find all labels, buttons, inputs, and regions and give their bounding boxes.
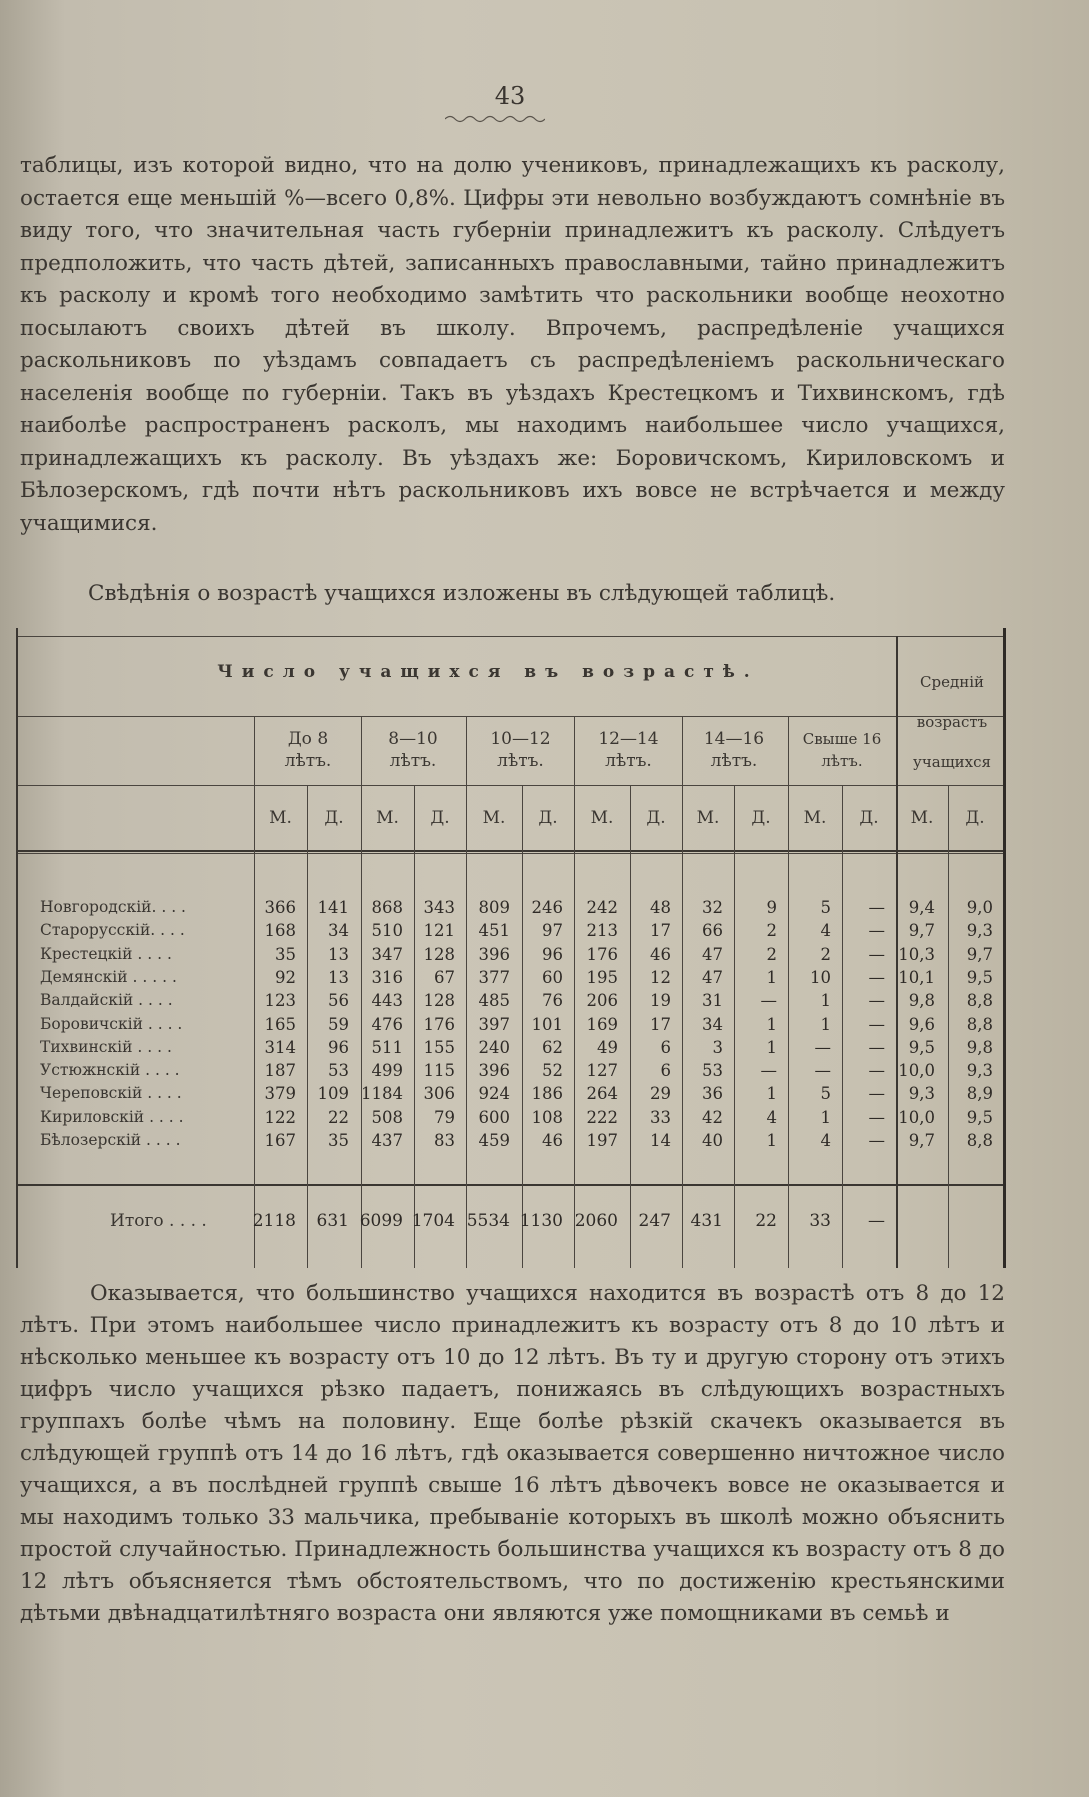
table-cell: 9,5: [966, 967, 993, 987]
table-cell: 8,9: [966, 1084, 993, 1104]
table-cell: 1: [766, 1037, 777, 1057]
table-cell: 36: [702, 1084, 723, 1104]
table-cell: 924: [478, 1084, 510, 1104]
table-cell: 49: [597, 1037, 618, 1057]
table-cell: 1: [820, 991, 831, 1011]
table-cell: 9,4: [908, 898, 935, 917]
page-number: 43: [494, 82, 526, 110]
age-group-header: 14—16 лѣтъ.: [703, 729, 765, 771]
sub-header-m: М.: [269, 808, 292, 828]
table-cell: 8,8: [966, 1131, 993, 1150]
table-total-cell: 6099: [359, 1211, 403, 1231]
table-row-name: Боровичскій . . . .: [40, 1014, 183, 1033]
table-cell: 10,3: [898, 944, 935, 964]
table-total-cell: 431: [690, 1211, 723, 1231]
table-cell: 264: [586, 1084, 618, 1104]
table-cell: 22: [328, 1107, 349, 1127]
table-cell: 40: [702, 1131, 723, 1150]
table-cell: 96: [328, 1037, 349, 1057]
table-cell: 59: [328, 1014, 349, 1034]
table-cell: 34: [328, 921, 349, 941]
sub-header-m: М.: [590, 808, 614, 828]
table-cell: 13: [328, 944, 349, 964]
table-cell: 206: [586, 991, 618, 1011]
table-cell: —: [868, 1107, 885, 1127]
table-cell: 2: [766, 944, 777, 964]
table-cell: 8,8: [966, 991, 993, 1011]
age-table: [16, 628, 1006, 1268]
table-row-name: Тихвинскій . . . .: [40, 1037, 172, 1056]
table-cell: 314: [264, 1037, 296, 1057]
table-cell: 128: [423, 991, 455, 1011]
table-cell: 186: [531, 1084, 563, 1104]
table-cell: 122: [264, 1107, 296, 1127]
table-cell: 53: [702, 1061, 723, 1081]
sub-header-m: М.: [803, 808, 827, 828]
table-cell: 46: [542, 1131, 563, 1150]
table-cell: 9,8: [908, 991, 935, 1011]
table-cell: 3: [712, 1037, 723, 1057]
table-cell: 123: [264, 991, 296, 1011]
table-cell: —: [868, 1061, 885, 1081]
table-cell: 35: [275, 944, 296, 964]
table-cell: 9,7: [908, 1131, 935, 1150]
table-cell: 46: [650, 944, 671, 964]
table-total-cell: 1704: [411, 1211, 455, 1231]
paragraph-3-text: Оказывается, что большинство учащихся находится въ возрастѣ отъ 8 до 12 лѣтъ. При этомъ наибольшее число принадлежитъ къ возрасту отъ 8 до 10 лѣтъ и нѣсколько меньшее къ возрасту отъ 10 до 12 лѣтъ. Въ ту и другую сторону отъ этихъ цифръ число учащихся рѣзко падаетъ, понижаясь въ слѣдующихъ возрастныхъ группахъ болѣе чѣмъ на половину. Еще болѣе рѣзкій скачекъ оказывается въ слѣдующей группѣ отъ 14 до 16 лѣтъ, гдѣ оказывается совершенно ничтожное число учащихся, а въ послѣдней группѣ свыше 16 лѣтъ дѣвочекъ вовсе не оказывается и мы находимъ только 33 мальчика, пребываніе которыхъ въ школѣ можно объяснить простой случайностью. Принадлежность большинства учащихся къ возрасту отъ 8 до 12 лѣтъ объясняется тѣмъ обстоятельствомъ, что по достиженію крестьянскими дѣтьми двѣнадцатилѣтняго возраста они являются уже помощниками въ семьѣ и: [20, 1281, 1005, 1626]
sub-header-d: Д.: [859, 808, 879, 828]
table-cell: 53: [328, 1061, 349, 1081]
table-cell: 6: [660, 1037, 671, 1057]
table-cell: —: [760, 991, 777, 1011]
age-group-header: 12—14 лѣтъ.: [598, 729, 659, 771]
table-cell: 222: [586, 1107, 618, 1127]
table-cell: 9,7: [966, 944, 993, 964]
table-total-cell: 247: [638, 1211, 671, 1231]
table-cell: 9,5: [908, 1037, 935, 1057]
table-row-name: Крестецкій . . . .: [40, 944, 172, 963]
table-total-cell: 5534: [466, 1211, 510, 1231]
paragraph-1: таблицы, изъ которой видно, что на долю учениковъ, принадлежащихъ къ расколу, остается еще меньшій %—всего 0,8%. Цифры эти невольно возбуждаютъ сомнѣніе въ виду того, что значительная часть губерніи принадлежитъ къ расколу. Слѣдуетъ предположить, что часть дѣтей, записанныхъ православными, тайно принадлежитъ къ расколу и кромѣ того необходимо замѣтить что раскольники вообще неохотно посылаютъ своихъ дѣтей въ школу. Впрочемъ, распредѣленіе учащихся раскольниковъ по уѣздамъ совпадаетъ съ распредѣленіемъ раскольническаго населенія вообще по губерніи. Такъ въ уѣздахъ Крестецкомъ и Тихвинскомъ, гдѣ наиболѣе распространенъ расколъ, мы находимъ наибольшее число учащихся, принадлежащихъ къ расколу. Въ уѣздахъ же: Боровичскомъ, Кириловскомъ и Бѣлозерскомъ, гдѣ почти нѣтъ раскольниковъ ихъ вовсе не встрѣчается и между учащимися.: [20, 153, 1005, 536]
table-cell: 9,3: [966, 1061, 993, 1081]
age-group-header: До 8 лѣтъ.: [284, 729, 332, 771]
table-cell: 511: [371, 1037, 403, 1057]
table-cell: 47: [702, 944, 723, 964]
sub-header-d: Д.: [324, 808, 344, 828]
table-cell: 240: [478, 1037, 510, 1057]
table-cell: 176: [586, 944, 618, 964]
table-cell: 809: [478, 898, 510, 917]
table-cell: 4: [820, 921, 831, 941]
table-row-name: Кириловскій . . . .: [40, 1107, 184, 1126]
age-group-header: Свыше 16 лѣтъ.: [802, 730, 882, 770]
table-cell: 2: [766, 921, 777, 941]
table-cell: 29: [650, 1084, 671, 1104]
table-cell: 9,5: [966, 1107, 993, 1127]
table-cell: 128: [423, 944, 455, 964]
table-row-name: Демянскій . . . . .: [40, 967, 177, 986]
table-cell: 96: [542, 944, 563, 964]
table-cell: 1: [766, 1014, 777, 1034]
sub-header-d: Д.: [430, 808, 450, 828]
table-cell: 121: [423, 921, 455, 941]
paragraph-3: [20, 1278, 1005, 1630]
table-cell: 9,3: [966, 921, 993, 941]
table-cell: —: [868, 1084, 885, 1104]
table-cell: 109: [317, 1084, 349, 1104]
table-cell: 17: [650, 921, 671, 941]
sub-header-m: М.: [376, 808, 399, 828]
table-cell: 176: [423, 1014, 455, 1034]
table-cell: 1: [820, 1107, 831, 1127]
table-cell: 10,1: [898, 967, 935, 987]
table-cell: 66: [702, 921, 723, 941]
table-cell: 1: [766, 967, 777, 987]
table-cell: 31: [702, 991, 723, 1011]
table-total-cell: 2118: [252, 1211, 296, 1231]
table-cell: 5: [820, 898, 831, 917]
table-main-header: Число учащихся въ возрастѣ.: [217, 662, 759, 682]
table-cell: 52: [542, 1061, 563, 1081]
table-cell: 101: [531, 1014, 563, 1034]
table-cell: 508: [371, 1107, 403, 1127]
table-total-name: Итого . . . .: [110, 1211, 207, 1231]
table-cell: 108: [531, 1107, 563, 1127]
table-cell: 600: [478, 1107, 510, 1127]
sub-header-m: М.: [482, 808, 506, 828]
table-cell: —: [868, 944, 885, 964]
table-cell: 10: [810, 967, 831, 987]
table-cell: 115: [423, 1061, 455, 1081]
table-cell: 316: [371, 967, 403, 987]
table-cell: —: [814, 1037, 831, 1057]
table-cell: 366: [264, 898, 296, 917]
table-cell: 213: [586, 921, 618, 941]
table-cell: —: [814, 1061, 831, 1081]
table-cell: 242: [586, 898, 618, 917]
table-cell: 347: [371, 944, 403, 964]
table-cell: 169: [586, 1014, 618, 1034]
table-cell: 17: [650, 1014, 671, 1034]
table-cell: 62: [542, 1037, 563, 1057]
table-cell: 187: [264, 1061, 296, 1081]
table-row-name: Череповскій . . . .: [40, 1084, 182, 1103]
table-cell: 868: [371, 898, 403, 917]
paragraph-2: Свѣдѣнія о возрастѣ учащихся изложены въ слѣдующей таблицѣ.: [88, 581, 836, 606]
table-row-name: Бѣлозерскій . . . .: [40, 1131, 181, 1149]
table-cell: —: [868, 921, 885, 941]
table-total-cell: 33: [809, 1211, 831, 1231]
table-cell: 9,6: [908, 1014, 935, 1034]
table-cell: 9,7: [908, 921, 935, 941]
table-cell: 33: [650, 1107, 671, 1127]
table-cell: 32: [702, 898, 723, 917]
table-cell: —: [868, 1014, 885, 1034]
table-cell: 97: [542, 921, 563, 941]
table-cell: 167: [264, 1131, 296, 1150]
table-cell: 8,8: [966, 1014, 993, 1034]
table-cell: 379: [264, 1084, 296, 1104]
table-cell: 9,0: [966, 898, 993, 917]
table-cell: 155: [423, 1037, 455, 1057]
table-cell: 56: [328, 991, 349, 1011]
table-cell: 1184: [361, 1084, 403, 1104]
table-cell: —: [868, 991, 885, 1011]
table-cell: 165: [264, 1014, 296, 1034]
sub-header-d: Д.: [751, 808, 771, 828]
table-cell: 168: [264, 921, 296, 941]
table-cell: 397: [478, 1014, 510, 1034]
table-cell: 1: [820, 1014, 831, 1034]
table-cell: 195: [586, 967, 618, 987]
table-cell: 67: [434, 967, 455, 987]
sub-header-d: Д.: [646, 808, 666, 828]
table-cell: 197: [586, 1131, 618, 1150]
table-cell: 246: [531, 898, 563, 917]
table-cell: 14: [650, 1131, 671, 1150]
table-cell: —: [868, 1131, 885, 1150]
table-cell: 9: [766, 898, 777, 917]
table-row-name: Новгородскій. . . .: [40, 898, 186, 916]
table-cell: 35: [328, 1131, 349, 1150]
table-cell: 396: [478, 1061, 510, 1081]
table-cell: 42: [702, 1107, 723, 1127]
table-cell: 19: [650, 991, 671, 1011]
table-cell: 141: [317, 898, 349, 917]
age-group-header: 10—12 лѣтъ.: [490, 729, 551, 771]
table-cell: 4: [766, 1107, 777, 1127]
sub-header-m: М.: [696, 808, 720, 828]
table-cell: 459: [478, 1131, 510, 1150]
table-cell: 510: [371, 921, 403, 941]
table-total-cell: 1130: [519, 1211, 563, 1231]
table-cell: 47: [702, 967, 723, 987]
sub-header-d: Д.: [965, 808, 985, 828]
table-cell: 10,0: [898, 1107, 935, 1127]
table-cell: 451: [478, 921, 510, 941]
table-cell: 13: [328, 967, 349, 987]
table-cell: 10,0: [898, 1061, 935, 1081]
table-cell: 396: [478, 944, 510, 964]
table-cell: —: [868, 898, 885, 917]
table-cell: 4: [820, 1131, 831, 1150]
table-cell: 76: [542, 991, 563, 1011]
table-cell: 2: [820, 944, 831, 964]
table-cell: 343: [423, 898, 455, 917]
table-row-name: Устюжнскій . . . .: [40, 1061, 180, 1080]
table-row-name: Валдайскій . . . .: [40, 991, 173, 1010]
table-cell: 48: [650, 898, 671, 917]
table-cell: 499: [371, 1061, 403, 1081]
table-cell: 476: [371, 1014, 403, 1034]
sub-header-d: Д.: [538, 808, 558, 828]
table-cell: 1: [766, 1084, 777, 1104]
table-cell: 12: [650, 967, 671, 987]
table-cell: 34: [702, 1014, 723, 1034]
table-cell: 485: [478, 991, 510, 1011]
avg-age-header: Средній возрастъ учащихся: [913, 673, 991, 771]
table-cell: 443: [371, 991, 403, 1011]
table-cell: 92: [275, 967, 296, 987]
decorative-squiggle: [445, 114, 545, 124]
table-cell: 5: [820, 1084, 831, 1104]
table-cell: 437: [371, 1131, 403, 1150]
table-row-name: Старорусскій. . . .: [40, 921, 185, 940]
table-total-cell: 2060: [574, 1211, 618, 1231]
table-cell: 127: [586, 1061, 618, 1081]
table-cell: 60: [542, 967, 563, 987]
table-cell: 1: [766, 1131, 777, 1150]
table-cell: 79: [434, 1107, 455, 1127]
table-cell: —: [868, 967, 885, 987]
table-total-cell: —: [868, 1211, 885, 1231]
table-cell: 306: [423, 1084, 455, 1104]
table-total-cell: 22: [755, 1211, 777, 1231]
sub-header-m: М.: [910, 808, 934, 828]
table-cell: 6: [660, 1061, 671, 1081]
table-total-cell: 631: [316, 1211, 349, 1231]
table-cell: —: [760, 1061, 777, 1081]
age-group-header: 8—10 лѣтъ.: [388, 729, 438, 771]
table-cell: 9,8: [966, 1037, 993, 1057]
table-cell: —: [868, 1037, 885, 1057]
table-cell: 377: [478, 967, 510, 987]
table-cell: 9,3: [908, 1084, 935, 1104]
table-cell: 83: [434, 1131, 455, 1150]
